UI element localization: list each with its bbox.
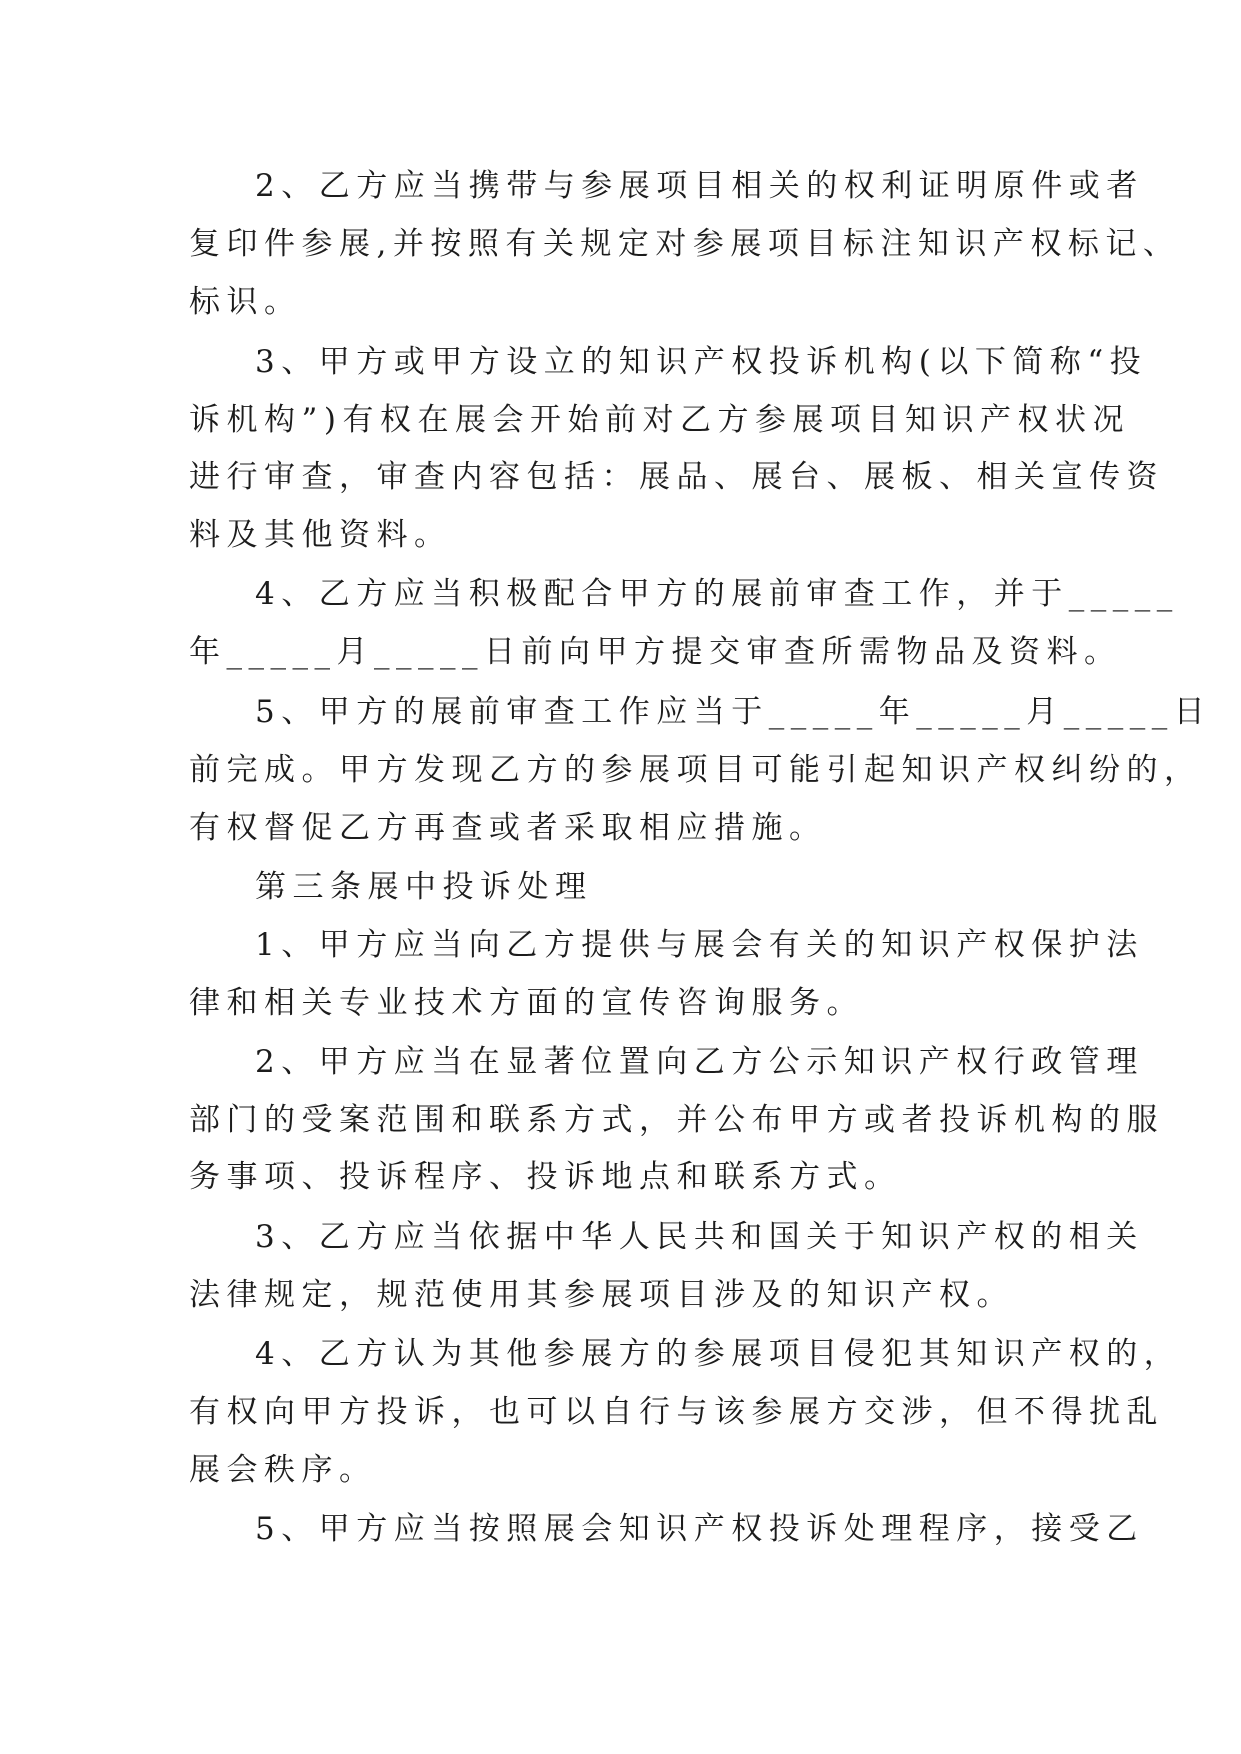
paragraph-line: 部门的受案范围和联系方式，并公布甲方或者投诉机构的服: [189, 1102, 1164, 1138]
paragraph-line: 3、甲方或甲方设立的知识产权投诉机构(以下简称“投: [255, 344, 1148, 380]
paragraph-line: 务事项、投诉程序、投诉地点和联系方式。: [189, 1159, 902, 1195]
paragraph-line: 4、乙方认为其他参展方的参展项目侵犯其知识产权的，: [255, 1336, 1182, 1372]
section-heading: 第三条展中投诉处理: [255, 869, 593, 905]
paragraph-line: 前完成。甲方发现乙方的参展项目可能引起知识产权纠纷的，: [189, 752, 1202, 788]
paragraph-line: 律和相关专业技术方面的宣传咨询服务。: [189, 985, 864, 1021]
paragraph-line: 展会秩序。: [189, 1452, 377, 1488]
paragraph-line: 法律规定，规范使用其参展项目涉及的知识产权。: [189, 1277, 1014, 1313]
paragraph-line: 5、甲方的展前审查工作应当于_____年_____月_____日: [255, 694, 1212, 730]
paragraph-line: 有权向甲方投诉，也可以自行与该参展方交涉，但不得扰乱: [189, 1394, 1164, 1430]
paragraph-line: 3、乙方应当依据中华人民共和国关于知识产权的相关: [255, 1219, 1144, 1255]
paragraph-line: 2、乙方应当携带与参展项目相关的权利证明原件或者: [255, 168, 1144, 204]
paragraph-line: 复印件参展,并按照有关规定对参展项目标注知识产权标记、: [189, 226, 1181, 262]
paragraph-line: 进行审查，审查内容包括：展品、展台、展板、相关宣传资: [189, 459, 1164, 495]
paragraph-line: 标识。: [189, 284, 302, 320]
paragraph-line: 1、甲方应当向乙方提供与展会有关的知识产权保护法: [255, 927, 1144, 963]
paragraph-line: 年_____月_____日前向甲方提交审查所需物品及资料。: [189, 634, 1122, 670]
paragraph-line: 4、乙方应当积极配合甲方的展前审查工作，并于_____: [255, 576, 1179, 612]
paragraph-line: 诉机构”)有权在展会开始前对乙方参展项目知识产权状况: [189, 402, 1130, 438]
paragraph-line: 料及其他资料。: [189, 517, 452, 553]
paragraph-line: 5、甲方应当按照展会知识产权投诉处理程序，接受乙: [255, 1511, 1144, 1547]
paragraph-line: 2、甲方应当在显著位置向乙方公示知识产权行政管理: [255, 1044, 1144, 1080]
paragraph-line: 有权督促乙方再查或者采取相应措施。: [189, 810, 827, 846]
